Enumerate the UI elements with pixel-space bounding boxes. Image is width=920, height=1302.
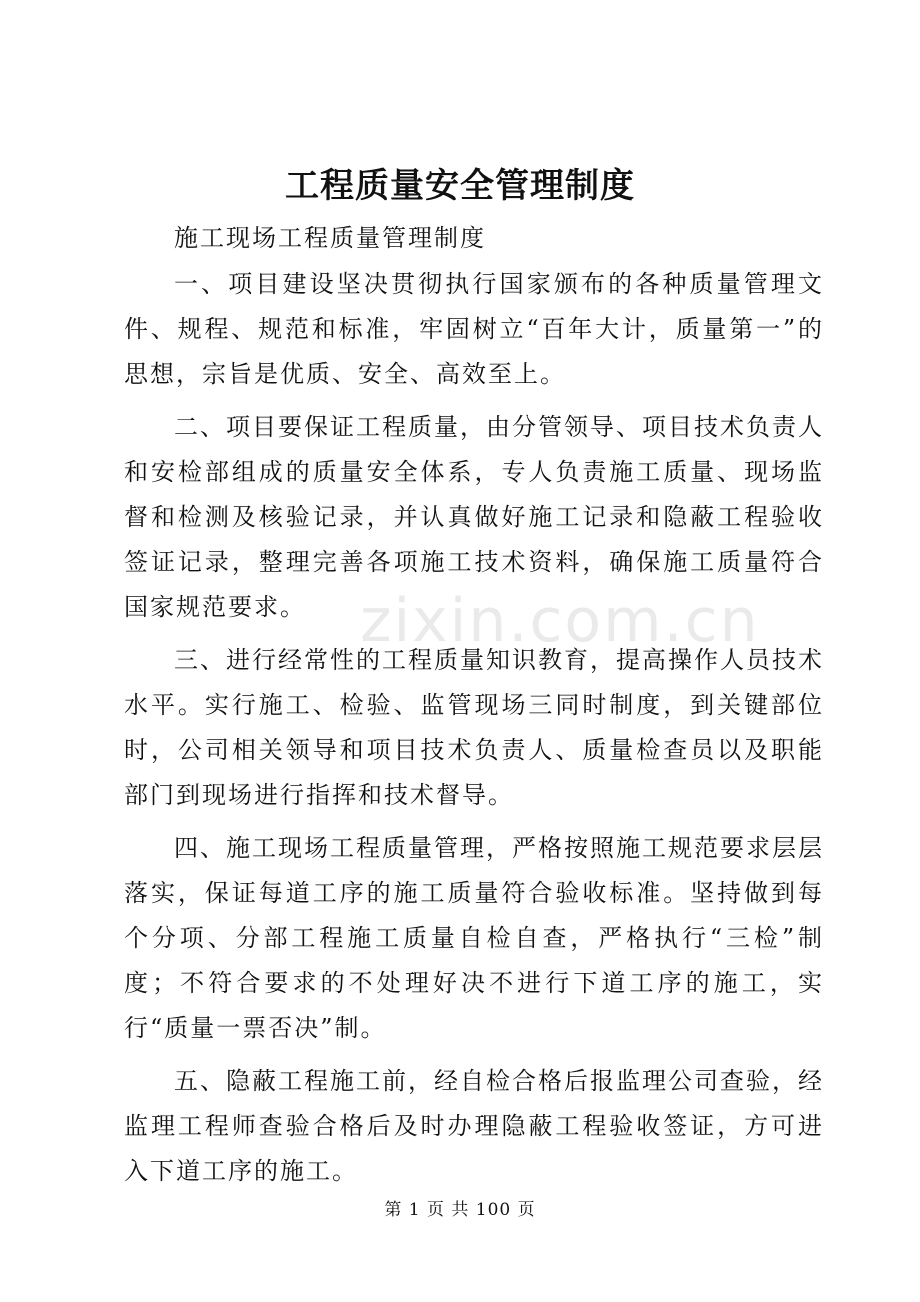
document-body — [124, 262, 824, 1202]
document-subtitle: 施工现场工程质量管理制度 — [174, 224, 486, 252]
page-footer: 第 1 页 共 100 页 — [384, 1200, 536, 1220]
document-title: 工程质量安全管理制度 — [285, 166, 635, 206]
paragraph-4: 四、施工现场工程质量管理，严格按照施工规范要求层层落实，保证每道工序的施工质量符合验收标准。坚持做到每个分项、分部工程施工质量自检自查，严格执行“三检”制度；不符合要求的不处理好决不进行下道工序的施工，实行“质量一票否决”制。 — [124, 834, 824, 1042]
paragraph-5: 五、隐蔽工程施工前，经自检合格后报监理公司查验，经监理工程师查验合格后及时办理隐蔽工程验收签证，方可进入下道工序的施工。 — [124, 1067, 824, 1185]
paragraph-2: 二、项目要保证工程质量，由分管领导、项目技术负责人和安检部组成的质量安全体系，专人负责施工质量、现场监督和检测及核验记录，并认真做好施工记录和隐蔽工程验收签证记录，整理完善各项施工技术资料，确保施工质量符合国家规范要求。 — [124, 413, 824, 621]
paragraph-1: 一、项目建设坚决贯彻执行国家颁布的各种质量管理文件、规程、规范和标准，牢固树立“百年大计，质量第一”的思想，宗旨是优质、安全、高效至上。 — [124, 270, 824, 388]
watermark: zixin.com.cn — [360, 586, 760, 656]
paragraph-3: 三、进行经常性的工程质量知识教育，提高操作人员技术水平。实行施工、检验、监管现场三同时制度，到关键部位时，公司相关领导和项目技术负责人、质量检查员以及职能部门到现场进行指挥和技术督导。 — [124, 646, 824, 809]
